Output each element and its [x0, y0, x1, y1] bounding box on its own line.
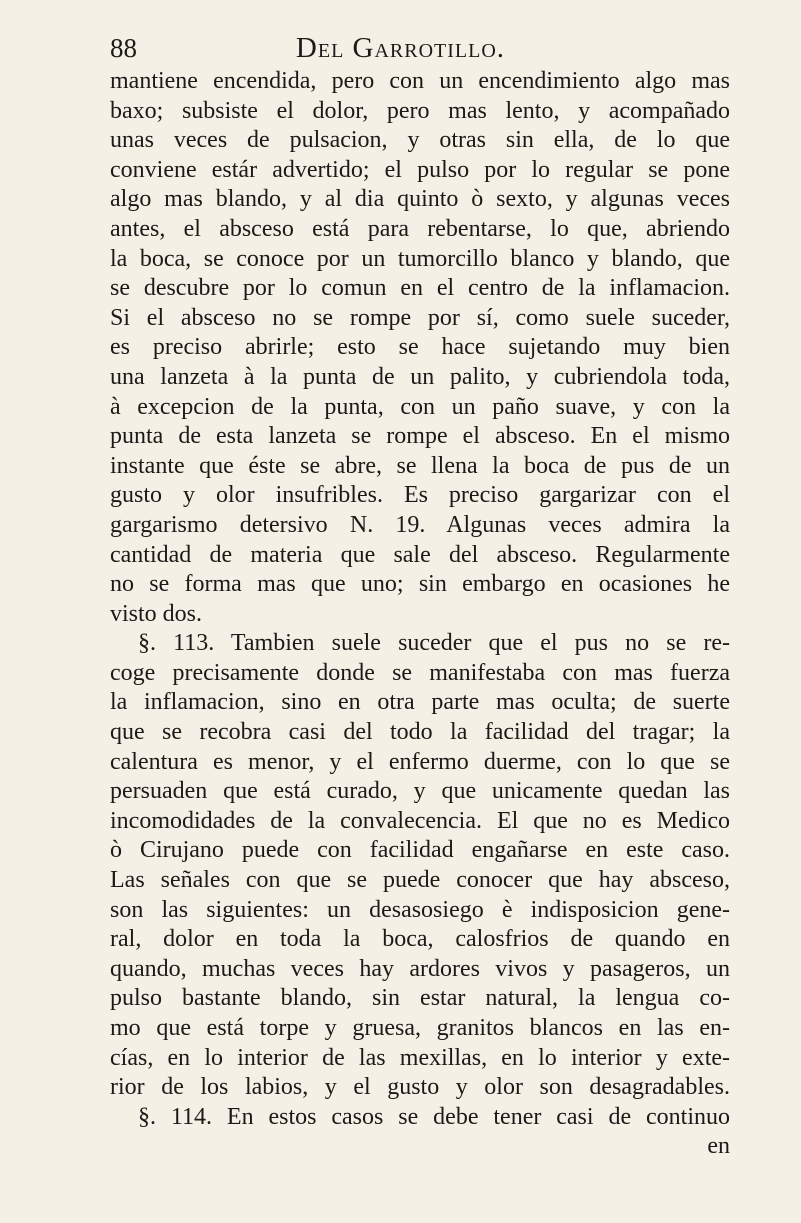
section-start-line: §. 114. En estos casos se debe tener casi de continuo	[138, 1103, 730, 1130]
section-start-line: §. 113. Tambien suele suceder que el pus no se re-	[138, 630, 730, 657]
text-line: incomodidades de la convalecencia. El que no es Medico	[110, 807, 730, 834]
text-line: la boca, se conoce por un tumorcillo blanco y blando, que	[110, 245, 730, 272]
text-line: quando, muchas veces hay ardores vivos y pasageros, un	[110, 955, 730, 982]
text-line: antes, el absceso está para rebentarse, lo que, abriendo	[110, 215, 730, 242]
text-line: no se forma mas que uno; sin embargo en ocasiones he	[110, 571, 730, 598]
text-line: Las señales con que se puede conocer que hay absceso,	[110, 867, 730, 894]
text-line: persuaden que está curado, y que unicamente quedan las	[110, 778, 730, 805]
text-line: Si el absceso no se rompe por sí, como suele suceder,	[110, 304, 730, 331]
text-line: calentura es menor, y el enfermo duerme, con lo que se	[110, 748, 730, 775]
page-number: 88	[110, 33, 137, 63]
text-line: una lanzeta à la punta de un palito, y cubriendola toda,	[110, 363, 730, 390]
text-line: visto dos.	[110, 600, 203, 627]
body-text	[110, 67, 730, 1162]
text-line: mantiene encendida, pero con un encendimiento algo mas	[110, 68, 730, 94]
text-line: que se recobra casi del todo la facilidad del tragar; la	[110, 719, 730, 746]
running-title: Del Garrotillo.	[295, 32, 506, 64]
text-line: conviene estár advertido; el pulso por lo regular se pone	[110, 156, 730, 183]
page-header	[0, 30, 801, 66]
catchword: en	[707, 1133, 730, 1160]
text-line: la inflamacion, sino en otra parte mas oculta; de suerte	[110, 689, 730, 716]
text-line: se descubre por lo comun en el centro de la inflamacion.	[110, 275, 730, 302]
text-line: punta de esta lanzeta se rompe el absceso. En el mismo	[110, 423, 730, 450]
text-line: instante que éste se abre, se llena la boca de pus de un	[110, 452, 730, 479]
text-line: gusto y olor insufribles. Es preciso gargarizar con el	[110, 482, 730, 509]
text-line: son las siguientes: un desasosiego è indisposicion gene-	[110, 896, 730, 923]
text-line: rior de los labios, y el gusto y olor son desagradables.	[110, 1074, 730, 1101]
text-line: baxo; subsiste el dolor, pero mas lento, y acompañado	[110, 97, 730, 124]
text-line: pulso bastante blando, sin estar natural, la lengua co-	[110, 985, 730, 1012]
text-line: à excepcion de la punta, con un paño suave, y con la	[110, 393, 730, 420]
text-line: cantidad de materia que sale del absceso. Regularmente	[110, 541, 730, 568]
text-line: cías, en lo interior de las mexillas, en lo interior y exte-	[110, 1044, 730, 1071]
text-line: mo que está torpe y gruesa, granitos blancos en las en-	[110, 1015, 730, 1041]
text-line: gargarismo detersivo N. 19. Algunas veces admira la	[110, 511, 730, 538]
text-line: algo mas blando, y al dia quinto ò sexto, y algunas veces	[110, 186, 730, 213]
text-line: coge precisamente donde se manifestaba con mas fuerza	[110, 659, 730, 686]
text-line: ral, dolor en toda la boca, calosfrios de quando en	[110, 926, 730, 953]
text-line: unas veces de pulsacion, y otras sin ella, de lo que	[110, 127, 730, 154]
text-line: es preciso abrirle; esto se hace sujetando muy bien	[110, 334, 730, 361]
text-line: ò Cirujano puede con facilidad engañarse en este caso.	[110, 837, 730, 864]
